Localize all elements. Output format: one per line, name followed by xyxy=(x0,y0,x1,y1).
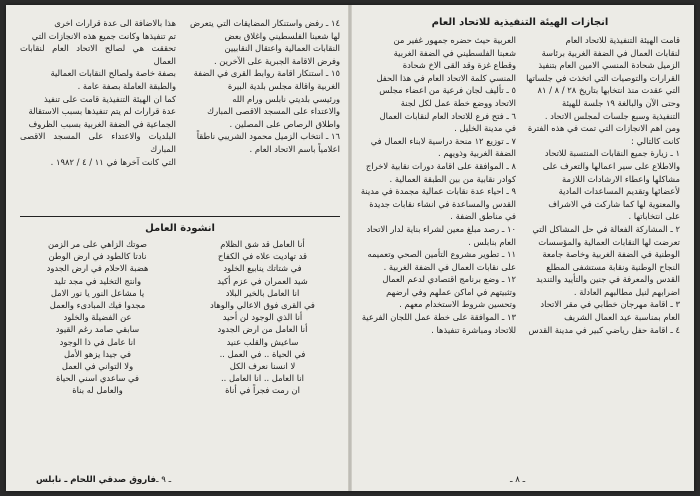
poem-line: هضبة الاحلام في ارض الجدود xyxy=(46,263,149,274)
text-line: البلديات والاعتداء على المسجد الاقصى المبارك xyxy=(20,131,176,154)
text-line: اعلامياً باسم الاتحاد العام . xyxy=(249,143,340,154)
text-line: ٨ ـ الموافقة على اقامة دورات نقابية لاخراج xyxy=(365,160,516,171)
poem-line: في شتاتك ينابيع الخلود xyxy=(223,263,302,274)
text-line: وتثبيتهم في اماكن عملهم وفي ارضهم xyxy=(386,286,516,297)
poem-line: والعامل له بناة xyxy=(72,385,123,396)
text-line: كما ان الهيئة التنفيذية قامت على تنفيذ xyxy=(43,93,176,104)
text-line: لأعضائها وتقديم المساعدات المادية xyxy=(558,186,680,197)
text-line: لها شعبنا الفلسطيني واغلاق بعض xyxy=(224,30,340,41)
text-line: بصفة خاصة ولصالح النقابات العمالية xyxy=(50,68,176,79)
text-line: تم تنفيذها وكانت جميع هذه الانجازات التي xyxy=(31,30,176,41)
text-line: عدة قرارات لم يتم تنفيذها بسبب الاستقالة xyxy=(28,106,176,117)
text-line: ومن اهم الانجازات التي تمت في هذه الفترة xyxy=(527,123,680,134)
text-line: للاتحاد ومباشرة تنفيذها . xyxy=(431,324,516,335)
text-line: القدس والمعرفة في جنين والتأييد والتنديد xyxy=(536,274,680,285)
poem-line: ان رمت فجراً في أناة xyxy=(225,385,300,396)
poem-line: يا مشاعل النور يا نور الامل xyxy=(50,287,145,298)
text-line: مشاكلها واعطاء الارشادات اللازمة xyxy=(562,173,680,184)
text-line: وتحسين شروط الاستخدام معهم . xyxy=(399,299,516,310)
text-line: والاعتداء على المسجد الاقصى المبارك xyxy=(207,106,340,117)
text-line: ٥ ـ تأليف لجان فرعية من اعضاء مجلس xyxy=(379,85,516,96)
text-line: ورئيسي بلديتي نابلس ورام الله xyxy=(232,93,340,104)
text-line: على نقابات العمال في الضفة الغربية . xyxy=(383,261,516,272)
column-right xyxy=(524,34,680,474)
poem-line: في جيدا يزهو الأمل xyxy=(63,348,132,359)
text-line: القرارات والتوصيات التي اتخذت في جلساتها xyxy=(526,72,680,83)
poem-line: شيد العمران في عزم أكيد xyxy=(217,275,308,286)
text-line: ١٥ ـ استنكار اقامة روابط القرى في الضفة xyxy=(193,68,340,79)
text-line: ١٢ ـ وضع برنامج اقتصادي لدعم العمال xyxy=(382,274,516,285)
poem-title: انشودة العامل xyxy=(145,223,215,234)
poem xyxy=(20,238,340,397)
poem-line: ساعيش والقلب عنيد xyxy=(226,336,299,347)
poem-line: انا العامل بالخير البلاد xyxy=(225,287,300,298)
poem-line: في ساعدي اسني الحياة xyxy=(55,373,140,384)
page-9 xyxy=(6,5,350,491)
text-line: ٤ ـ اقامة حفل رياضي كبير في مدينة القدس xyxy=(528,324,680,335)
text-line: الاتحاد ووضع خطة عمل لكل لجنة xyxy=(400,97,516,108)
poem-line: أنا العامل قد شق الظلام xyxy=(220,239,305,249)
text-line: النجاح الوطنية ونقابة مستشفى المطلع xyxy=(546,261,680,272)
text-line: ١٤ ـ رفض واستنكار المضايقات التي يتعرض xyxy=(190,18,340,28)
document-spread xyxy=(6,5,694,491)
text-line: الغربية واقالة مجلس بلدية البيرة xyxy=(227,80,340,91)
page-8 xyxy=(350,5,694,491)
text-line: العربية حيث حضره جمهور غفير من xyxy=(393,35,516,45)
page-number: ـ ٩ ـ xyxy=(156,475,172,485)
text-line: تعرضت لها النقابات العمالية والمؤسسات xyxy=(538,236,680,247)
text-line: كوادر نقابية من بين الطبقة العمالية . xyxy=(389,173,516,184)
text-columns xyxy=(360,34,680,474)
poem-line: ولا التواني في العمل xyxy=(61,361,134,372)
text-line: والطبقة العاملة بصفة عامة . xyxy=(77,80,176,91)
text-line: التي عقدت منذ انتخابها بتاريخ ٢٨ / ٨ / ٨١ xyxy=(537,85,680,96)
text-columns xyxy=(20,17,340,212)
poem-line: في القرى فوق الاعالي والوهاد xyxy=(210,300,315,311)
poem-line: أنا العامل من ارض الجدود xyxy=(217,324,308,335)
text-line: هذا بالاضافة الى عدة قرارات اخرى xyxy=(54,18,176,28)
text-line: ١٣ ـ الموافقة على خطة عمل اللجان الفرعية xyxy=(361,312,516,323)
poem-line: نادتا كالطود في ارض الوطن xyxy=(48,251,147,262)
page-title: انجازات الهيئة التنفيذية للاتحاد العام xyxy=(431,17,609,28)
poem-line: انا عامل في ذا الوجود xyxy=(59,336,136,347)
text-line: ١٠ ـ رصد مبلغ معين لشراء بناية لدار الاتحاد xyxy=(366,223,516,234)
text-line: في مدينة الخليل . xyxy=(454,123,516,134)
poem-line: لا انسنا نعرف الكل xyxy=(229,361,296,372)
poem-column-left xyxy=(20,238,175,397)
text-line: العام بنابلس . xyxy=(468,236,516,247)
poem-line: انا العامل .. انا العامل .. xyxy=(221,373,304,384)
text-line: التنفيذية وسبع جلسات لمجلس الاتحاد . xyxy=(544,110,680,121)
poem-author: فاروق صدقي اللحام ـ نابلس xyxy=(36,475,157,485)
poem-line: سابقي صامد رغم القيود xyxy=(55,324,140,335)
column-right xyxy=(184,17,340,212)
text-line: التي كانت آخرها في ١١ / ٤ / ١٩٨٢ . xyxy=(50,156,176,167)
text-line: النقابات العمالية واعتقال النقابيين xyxy=(224,43,340,54)
poem-line: في الحياة .. في العمل .. xyxy=(219,348,306,359)
text-line: وقطاع غزة وقد القى الاخ شحادة xyxy=(402,60,516,71)
text-line: العام بمناسبة عيد العمال الشريف xyxy=(564,312,680,323)
poem-line: أنا الذي الوجود لن أحيد xyxy=(222,312,303,323)
text-line: ١١ ـ تطوير مشروع التأمين الصحي وتعميمه xyxy=(367,249,516,260)
text-line: والاطلاع على سير اعمالها والتعرف على xyxy=(542,160,680,171)
text-line: الوطنية في الضفة الغربية وخاصة جامعة xyxy=(542,249,680,260)
text-line: المنسي كلمة الاتحاد العام في هذا الحفل xyxy=(376,72,516,83)
text-line: الزميل شحادة المنسي الامين العام بتنفيذ xyxy=(538,60,680,71)
page-number: ـ ٨ ـ xyxy=(510,475,526,485)
column-left xyxy=(20,17,176,212)
poem-line: قد تهاديت علاه في الكفاح xyxy=(217,251,308,262)
poem-line: مجدوا فيك المبادىء والعمل xyxy=(49,300,146,311)
text-line: على انتخاباتها . xyxy=(628,211,680,222)
text-line: ١٦ ـ انتخاب الزميل محمود الشريبي ناطقاً xyxy=(196,131,340,142)
poem-line: وانتج التخليد في مجد تليد xyxy=(53,275,142,286)
text-line: ٧ ـ توزيع ١٢ منحة دراسية لابناء العمال في xyxy=(370,135,516,146)
text-line: كانت كالتالي : xyxy=(631,135,680,146)
text-line: ٦ ـ فتح فرع للاتحاد العام لنقابات العمال xyxy=(379,110,516,121)
text-line: وفرض الاقامة الجبرية على الآخرين . xyxy=(213,55,340,66)
text-line: ٣ ـ اقامة مهرجان خطابي في مقر الاتحاد xyxy=(540,299,680,310)
text-line: والمعنوية لها كما شاركت في الاشراف xyxy=(548,198,680,209)
text-line: القدس والمساعدة في انشاء نقابات جديدة xyxy=(369,198,516,209)
text-line: وحتى الآن والبالغة ١٩ جلسة للهيئة xyxy=(561,97,680,108)
text-line: الجماعية في الضفة الغربية بسبب الظروف xyxy=(28,118,176,129)
text-line: ٢ ـ المشاركة الفعالة في حل المشاكل التي xyxy=(532,223,680,234)
column-left xyxy=(360,34,516,474)
text-line: واطلاق الرصاص على المصلين . xyxy=(229,118,340,129)
poem-line: صوتك الزاهي على مر الزمن xyxy=(48,239,147,249)
text-line: لنقابات العمال في الضفة الغربية برئاسة xyxy=(541,47,680,58)
text-line: تحققت هي لصالح الاتحاد العام لنقابات العمال xyxy=(20,43,176,66)
text-line: في مناطق الضفة . xyxy=(450,211,516,222)
section-divider xyxy=(20,216,340,217)
text-line: شعبنا الفلسطيني في الضفة الغربية xyxy=(393,47,516,58)
poem-line: عن الفضيلة والخلود xyxy=(63,312,132,323)
text-line: ١ ـ زيارة جميع النقابات المنتسبة للاتحاد xyxy=(544,148,680,159)
text-line: قامت الهيئة التنفيذية للاتحاد العام xyxy=(565,35,680,45)
poem-column-right xyxy=(185,238,340,397)
text-line: ٩ ـ احياء عدة نقابات عمالية مجمدة في مدينة xyxy=(360,186,516,197)
text-line: اضرابهم لنيل مطالبهم العادلة . xyxy=(573,286,680,297)
text-line: الضفة الغربية وذويهم . xyxy=(438,148,516,159)
